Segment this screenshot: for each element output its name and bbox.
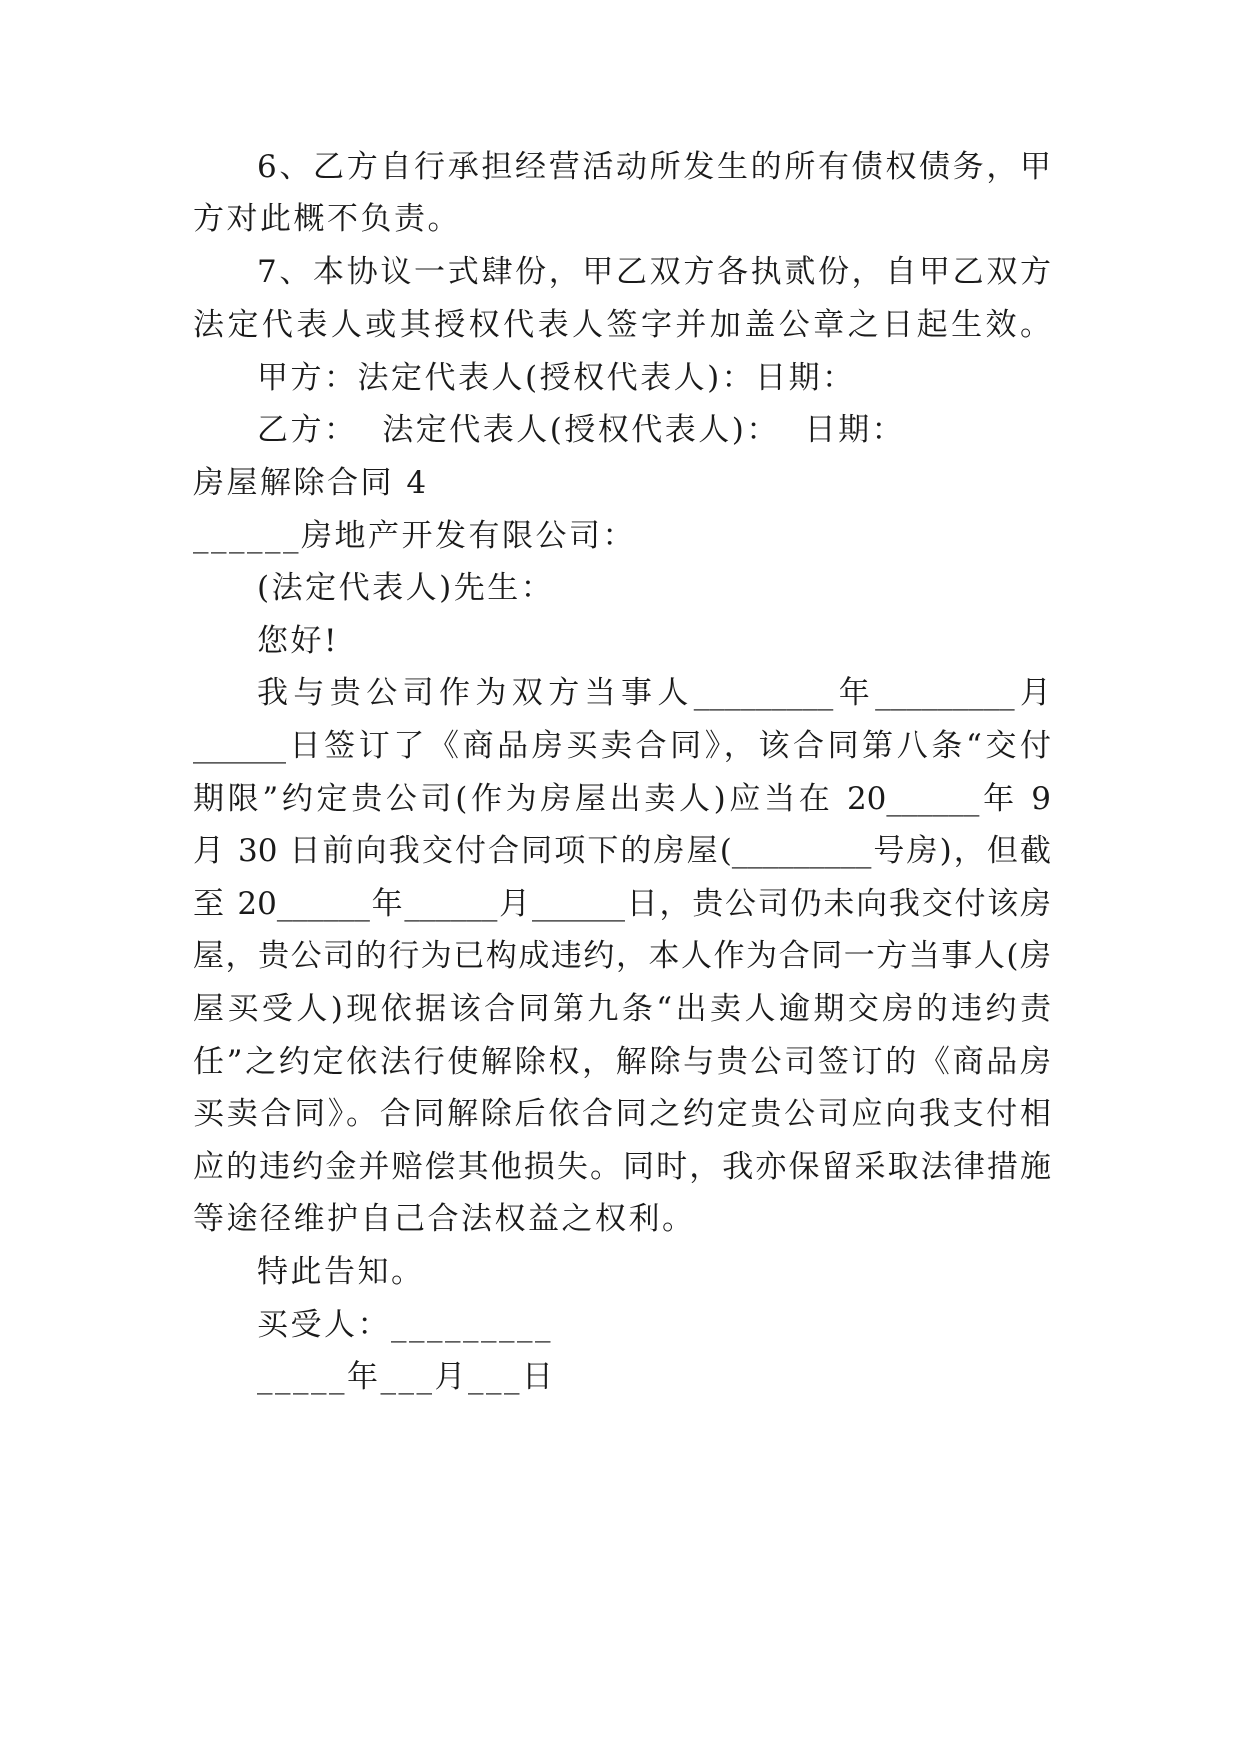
- body-line-8: 任”之约定依法行使解除权，解除与贵公司签订的《商品房: [193, 1044, 1051, 1080]
- addressee-company: ______房地产开发有限公司：: [193, 518, 636, 554]
- date-line: _____年___月___日: [257, 1359, 556, 1395]
- body-line-3: 期限”约定贵公司(作为房屋出卖人)应当在 20______年 9: [193, 781, 1051, 817]
- clause-7-line-1: 7、本协议一式肆份，甲乙双方各执贰份，自甲乙双方: [257, 254, 1051, 290]
- body-line-7: 屋买受人)现依据该合同第九条“出卖人逾期交房的违约责: [193, 991, 1051, 1027]
- party-b-signature-line: 乙方： 法定代表人(授权代表人)： 日期：: [257, 412, 906, 448]
- buyer-signature-line: 买受人：_________: [257, 1307, 553, 1343]
- body-line-9: 买卖合同》。合同解除后依合同之约定贵公司应向我支付相: [193, 1096, 1051, 1132]
- clause-6-line-1: 6、乙方自行承担经营活动所发生的所有债权债务，甲: [257, 149, 1051, 185]
- body-line-10: 应的违约金并赔偿其他损失。同时，我亦保留采取法律措施: [193, 1149, 1051, 1185]
- section-title: 房屋解除合同 4: [193, 465, 429, 501]
- greeting: 您好!: [257, 623, 339, 659]
- clause-7-line-2: 法定代表人或其授权代表人签字并加盖公章之日起生效。: [193, 307, 1051, 343]
- addressee-person: (法定代表人)先生：: [257, 570, 555, 606]
- notice-closing: 特此告知。: [257, 1254, 425, 1290]
- body-line-6: 屋，贵公司的行为已构成违约，本人作为合同一方当事人(房: [193, 938, 1051, 974]
- body-line-2: ______日签订了《商品房买卖合同》，该合同第八条“交付: [193, 728, 1051, 764]
- clause-6-line-2: 方对此概不负责。: [193, 201, 461, 237]
- party-a-signature-line: 甲方：法定代表人(授权代表人)：日期：: [257, 360, 856, 396]
- body-line-4: 月 30 日前向我交付合同项下的房屋(_________号房)，但截: [193, 833, 1051, 869]
- body-line-5: 至 20______年______月______日，贵公司仍未向我交付该房: [193, 886, 1051, 922]
- body-line-11: 等途径维护自己合法权益之权利。: [193, 1201, 696, 1237]
- body-line-1: 我与贵公司作为双方当事人_________年_________月: [257, 675, 1051, 711]
